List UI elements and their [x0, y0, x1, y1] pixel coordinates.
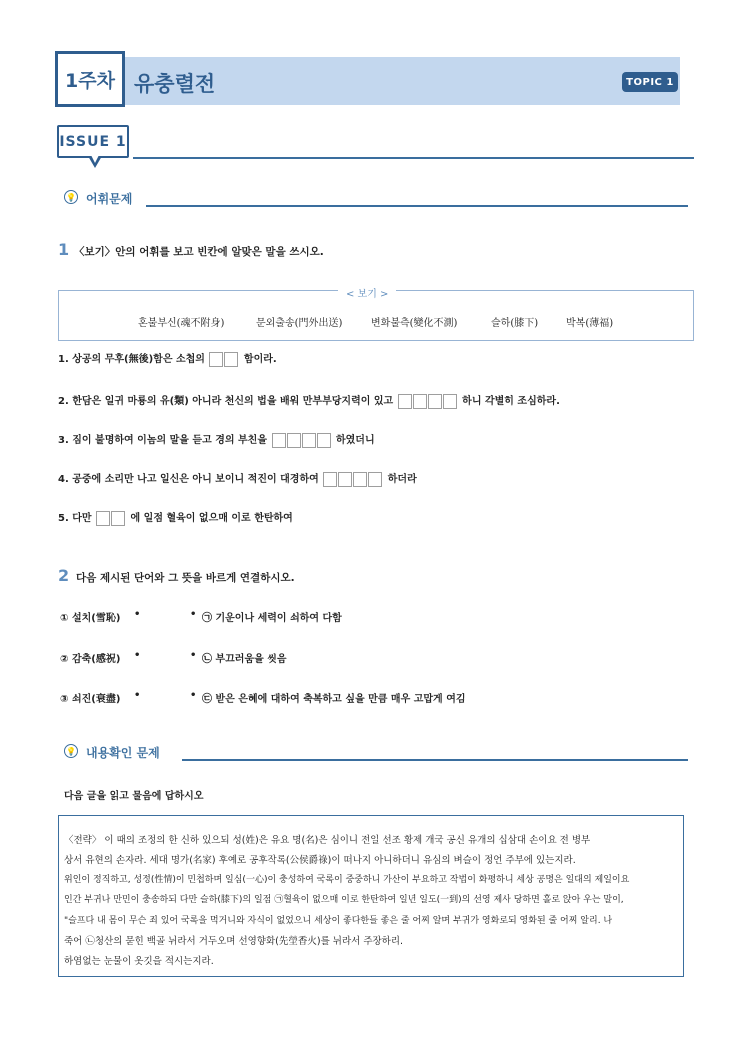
match-dot-left[interactable]: •: [134, 650, 141, 661]
fill-item-5: 5. 다만 에 일점 혈육이 없으매 이로 한탄하여: [58, 509, 293, 526]
match-word: ① 설치(雪恥): [60, 613, 121, 624]
match-dot-left[interactable]: •: [134, 609, 141, 620]
vocab-section-line: [146, 205, 688, 207]
match-word: ③ 쇠진(衰盡): [60, 694, 121, 705]
bogi-word: 변화불측(變化不測): [371, 318, 458, 329]
match-dot-right[interactable]: •: [190, 650, 197, 661]
question-2-number: 2: [58, 566, 70, 585]
match-meaning: ㉠ 기운이나 세력이 쇠하여 다함: [202, 613, 342, 624]
week-label: 1주차: [55, 51, 125, 107]
content-section-title: 내용확인 문제: [86, 746, 160, 760]
issue-divider: [133, 157, 694, 159]
issue-label: ISSUE 1: [57, 125, 129, 158]
answer-blank-group[interactable]: [323, 472, 383, 487]
answer-blank-group[interactable]: [398, 394, 458, 409]
question-2-prompt: 다음 제시된 단어와 그 뜻을 바르게 연결하시오.: [76, 572, 295, 584]
passage-line: 〈전략〉 이 때의 조정의 한 신하 있으되 성(姓)은 유요 명(名)은 심이니 전일 선조 황제 개국 공신 유개의 십삼대 손이요 전 병부: [64, 835, 591, 846]
lightbulb-icon: 💡: [64, 190, 78, 204]
bogi-word: 박복(薄福): [566, 318, 614, 329]
issue-tail-inner: [91, 155, 99, 163]
answer-blank-group[interactable]: [272, 433, 332, 448]
topic-title: 유충렬전: [134, 72, 216, 96]
match-word: ② 감축(感祝): [60, 654, 121, 665]
bogi-label: < 보기 >: [338, 285, 396, 300]
match-dot-left[interactable]: •: [134, 690, 141, 701]
bogi-word: 슬하(膝下): [491, 318, 539, 329]
match-dot-right[interactable]: •: [190, 690, 197, 701]
reading-instruction: 다음 글을 읽고 물음에 답하시오: [64, 791, 204, 802]
match-meaning: ㉢ 받은 은혜에 대하여 축복하고 싶을 만큼 매우 고맙게 여김: [202, 694, 466, 705]
bogi-word: 혼불부신(魂不附身): [138, 318, 225, 329]
content-section-line: [182, 759, 688, 761]
vocab-section-title: 어휘문제: [86, 192, 133, 206]
passage-line: 인간 부귀나 만민이 충송하되 다만 슬하(膝下)의 일점 ㉠혈육이 없으매 이로 한탄하여 일년 일도(一到)의 선영 제사 당하면 홀로 앉아 우는 말이,: [64, 895, 624, 905]
question-1-number: 1: [58, 240, 70, 259]
fill-item-4: 4. 공중에 소리만 나고 일신은 아니 보이니 적진이 대경하여 하더라: [58, 470, 417, 487]
answer-blank-group[interactable]: [96, 511, 126, 526]
question-1-prompt: 〈보기〉안의 어휘를 보고 빈칸에 알맞은 말을 쓰시오.: [74, 246, 324, 258]
lightbulb-icon: 💡: [64, 744, 78, 758]
bogi-word: 문외출송(門外出送): [256, 318, 343, 329]
passage-line: 하염없는 눈물이 옷깃을 적시는지라.: [64, 956, 214, 967]
passage-line: 죽어 ㉡청산의 묻힌 백골 뉘라서 거두오며 선영향화(先塋香火)를 뉘라서 주장하리.: [64, 936, 404, 947]
fill-item-3: 3. 짐이 불명하여 이놈의 말을 듣고 경의 부친을 하였더니: [58, 431, 375, 448]
topic-badge: TOPIC 1: [622, 72, 678, 92]
answer-blank-group[interactable]: [209, 352, 239, 367]
fill-item-2: 2. 한담은 일귀 마룡의 유(類) 아니라 천신의 법을 배워 만부부당지력이 있고 하니 각별히 조심하라.: [58, 392, 560, 409]
match-dot-right[interactable]: •: [190, 609, 197, 620]
passage-line: "슬프다 내 몸이 무슨 죄 있어 국록을 먹거니와 자식이 없었으니 세상이 좋다한들 좋은 줄 어찌 알며 부귀가 영화로되 영화된 줄 어찌 알리. 나: [64, 916, 613, 926]
fill-item-1: 1. 상공의 무후(無後)함은 소첩의 함이라.: [58, 350, 277, 367]
match-meaning: ㉡ 부끄러움을 씻음: [202, 654, 287, 665]
passage-line: 위인이 정직하고, 성정(性情)이 민첩하며 일심(一心)이 충성하여 국록이 중중하니 가산이 부요하고 작법이 화평하니 세상 공명은 일대의 제일이요: [64, 875, 630, 885]
passage-line: 상서 유현의 손자라. 세대 명가(名家) 후예로 공후작록(公侯爵祿)이 떠나지 아니하더니 유심의 벼슬이 정언 주부에 있는지라.: [64, 855, 576, 866]
